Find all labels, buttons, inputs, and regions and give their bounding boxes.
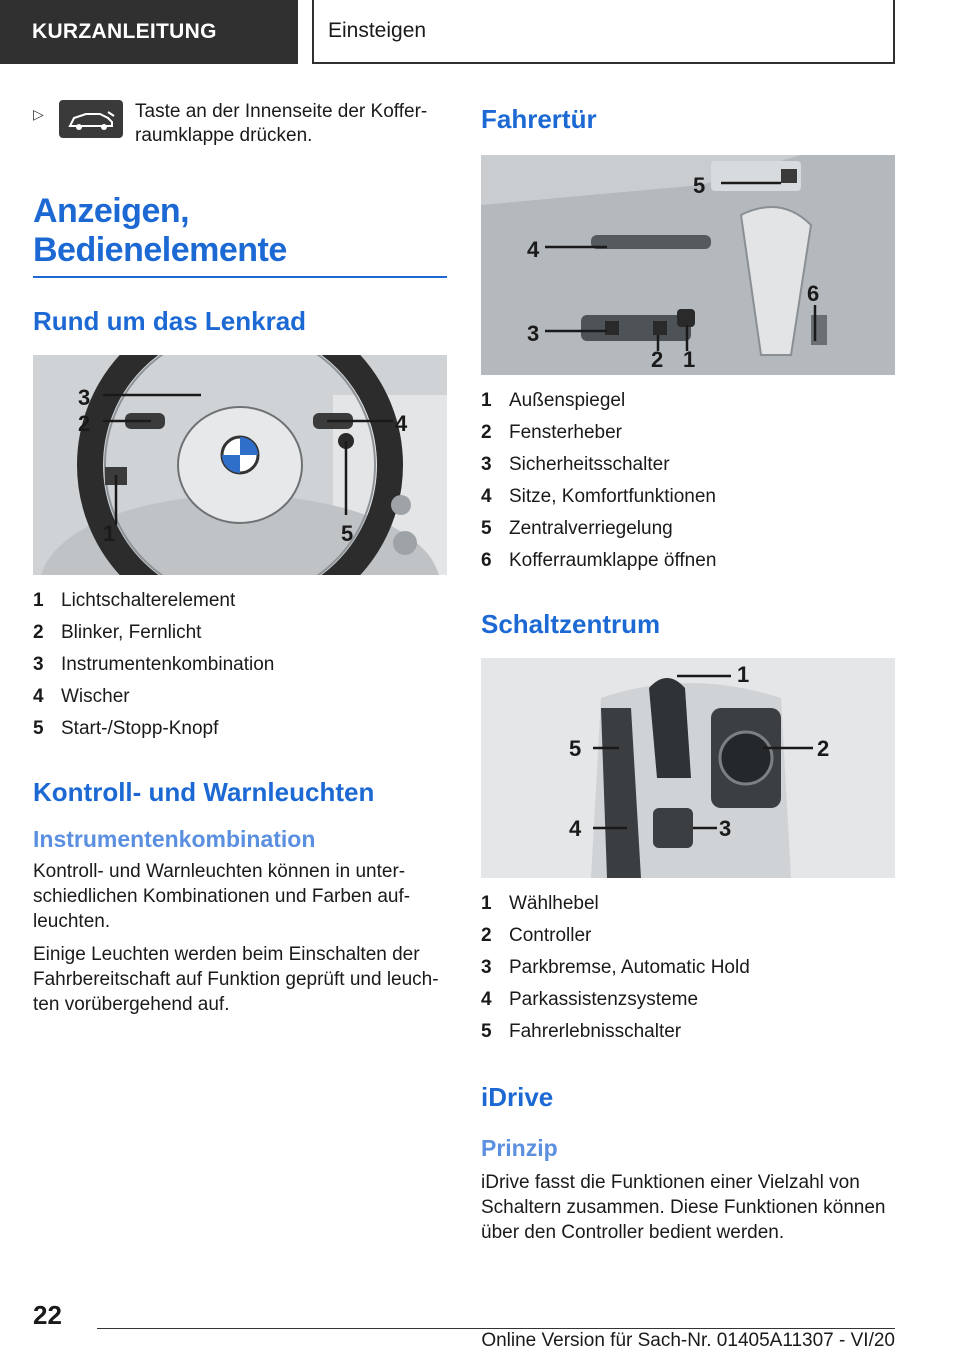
list-item: 2 Fensterheber — [481, 422, 623, 443]
list-item: 5 Start-/Stopp-Knopf — [33, 718, 219, 739]
list-item: 1 Wählhebel — [481, 893, 599, 914]
callout-1: 1 — [737, 662, 750, 687]
trunk-open-icon — [59, 100, 123, 138]
list-item: 3 Instrumentenkombination — [33, 654, 275, 675]
idrive-subheading: Prinzip — [481, 1135, 558, 1161]
section-tab: KURZANLEITUNG — [0, 0, 298, 64]
steering-wheel-photo — [33, 355, 447, 575]
list-item: 1 Lichtschalterelement — [33, 590, 236, 611]
callout-2: 2 — [78, 411, 91, 436]
callout-4: 4 — [569, 816, 582, 841]
right-column — [481, 100, 895, 1245]
warning-subheading: Instrumentenkombination — [33, 826, 316, 852]
callout-1: 1 — [683, 347, 696, 372]
warning-paragraph-2: Einige Leuchten werden beim Einschalten der Fahrbereitschaft auf Funktion geprüft und leuch- ten vorübergehend auf. — [33, 944, 439, 1015]
callout-2: 2 — [651, 347, 664, 372]
note-text: Taste an der Innenseite der Koffer- raumklappe drücken. — [135, 101, 428, 146]
page-number: 22 — [33, 1300, 62, 1330]
steering-legend — [33, 585, 447, 745]
callout-2: 2 — [817, 736, 830, 761]
list-item: 4 Wischer — [33, 686, 130, 707]
callout-5: 5 — [693, 173, 706, 198]
door-heading: Fahrertür — [481, 104, 597, 134]
list-item: 6 Kofferraumklappe öffnen — [481, 550, 717, 571]
callout-5: 5 — [341, 521, 354, 546]
list-item: 5 Zentralverriegelung — [481, 518, 673, 539]
callout-1: 1 — [103, 521, 116, 546]
list-item: 1 Außenspiegel — [481, 390, 626, 411]
callout-3: 3 — [527, 321, 540, 346]
callout-3: 3 — [78, 385, 91, 410]
warning-paragraph-1: Kontroll- und Warnleuchten können in unter- schiedlichen Kombinationen und Farben auf- leuchten. — [33, 861, 411, 932]
footer-version-text: Online Version für Sach-Nr. 01405A11307 - VI/20 — [481, 1330, 895, 1351]
callout-5: 5 — [569, 736, 582, 761]
warning-heading: Kontroll- und Warnleuchten — [33, 777, 375, 807]
list-item: 2 Controller — [481, 925, 592, 946]
list-item: 3 Parkbremse, Automatic Hold — [481, 957, 750, 978]
steering-heading: Rund um das Lenkrad — [33, 306, 307, 336]
callout-4: 4 — [527, 237, 540, 262]
center-console-photo — [481, 658, 895, 878]
list-item: 3 Sicherheitsschalter — [481, 454, 670, 475]
title-rule — [33, 276, 447, 278]
chapter-tab: Einsteigen — [312, 0, 895, 64]
list-item: 4 Sitze, Komfortfunktionen — [481, 486, 716, 507]
list-item: 4 Parkassistenzsysteme — [481, 989, 699, 1010]
note-trunk-button — [33, 100, 447, 148]
page-header — [0, 0, 960, 66]
main-title: Anzeigen, Bedienelemente — [33, 192, 287, 269]
callout-4: 4 — [395, 411, 408, 436]
left-column — [33, 100, 447, 1017]
footer-rule — [97, 1328, 895, 1329]
list-item: 5 Fahrerlebnisschalter — [481, 1021, 682, 1042]
callout-3: 3 — [719, 816, 732, 841]
triangle-bullet-icon: ▷ — [33, 106, 44, 122]
idrive-paragraph: iDrive fasst die Funktionen einer Vielzahl von Schaltern zusammen. Diese Funktionen können über den Controller bedient werden. — [481, 1172, 886, 1243]
idrive-heading: iDrive — [481, 1082, 554, 1112]
center-heading: Schaltzentrum — [481, 609, 661, 639]
list-item: 2 Blinker, Fernlicht — [33, 622, 202, 643]
callout-6: 6 — [807, 281, 820, 306]
door-legend — [481, 385, 895, 577]
driver-door-photo — [481, 155, 895, 375]
center-legend — [481, 888, 895, 1048]
